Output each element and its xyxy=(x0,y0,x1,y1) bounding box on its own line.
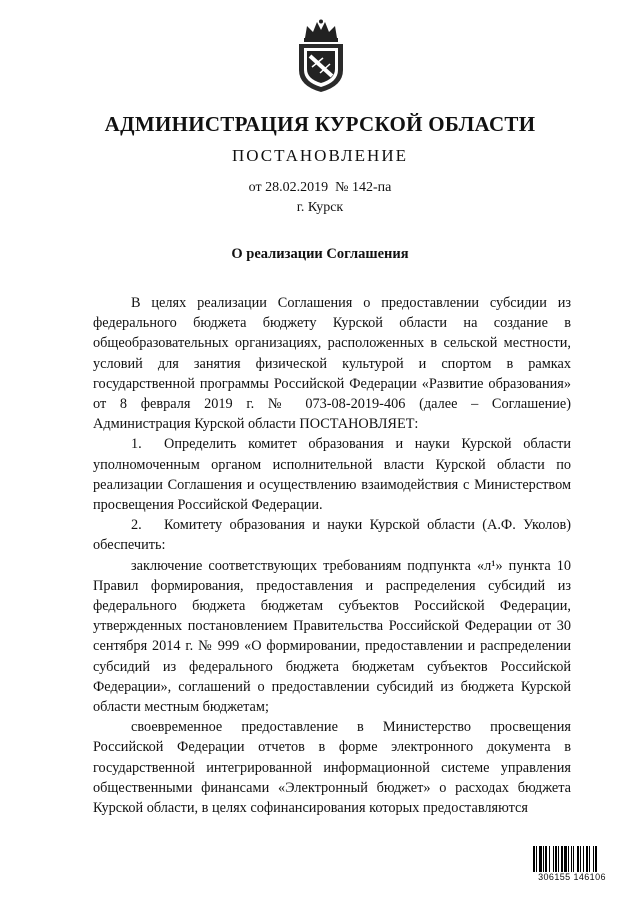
organization-title: АДМИНИСТРАЦИЯ КУРСКОЙ ОБЛАСТИ xyxy=(104,112,536,136)
paragraph-text: Комитету образования и науки Курской области (А.Ф. Уколов) обеспечить: xyxy=(93,517,571,554)
document-type: ПОСТАНОВЛЕНИЕ xyxy=(231,146,408,165)
item-number: 1. xyxy=(131,436,142,453)
document-date-number: от 28.02.2019 № 142-па xyxy=(248,180,392,195)
document-body xyxy=(93,293,571,818)
item-number: 2. xyxy=(131,517,142,534)
barcode-digits: 306155 146106 xyxy=(532,872,612,882)
paragraph-text: своевременное предоставление в Министерство просвещения Российской Федерации отчетов в форме электронного документа в государственной интегрированной информационной системе управления общественными финансами «Электронный бюджет» о расходах бюджета Курской области, в целях софинансирования которых предоставляются xyxy=(93,719,571,817)
document-city: г. Курск xyxy=(296,200,344,215)
paragraph-text: заключение соответствующих требованиям подпункта «л¹» пункта 10 Правил формирования, предоставления и распределения субсидий из федерального бюджета бюджетам субъектов Российской Федерации, утвержденных постановлением Правительства Российской Федерации от 30 сентября 2014 г. № 999 «О формировании, предоставлении и распределении субсидий из федерального бюджета бюджетам субъектов Российской Федерации», соглашений о предоставлении субсидий из бюджета Курской области местным бюджетам; xyxy=(93,557,571,716)
coat-of-arms-icon xyxy=(293,18,349,94)
paragraph-item-1 xyxy=(93,434,571,515)
paragraph-item-2 xyxy=(93,515,571,555)
paragraph-preamble xyxy=(93,293,571,434)
paragraph-subitem-agreements xyxy=(93,556,571,718)
paragraph-text: Определить комитет образования и науки Курской области уполномоченным органом исполнительной власти Курской области по реализации Соглашения и осуществлению взаимодействия с Министерством просвещения Российской Федерации. xyxy=(93,436,571,514)
paragraph-subitem-reports xyxy=(93,717,571,818)
document-subject: О реализации Соглашения xyxy=(231,246,409,262)
paragraph-text: В целях реализации Соглашения о предоставлении субсидии из федерального бюджета бюджету Курской области на создание в общеобразовательных организациях, расположенных в сельской местности, условий для занятия физической культурой и спортом в рамках государственной программы Российской Федерации «Развитие образования» от 8 февраля 2019 г. № 073-08-2019-406 (далее – Соглашение) Администрация Курской области ПОСТАНОВЛЯЕТ: xyxy=(93,295,571,433)
